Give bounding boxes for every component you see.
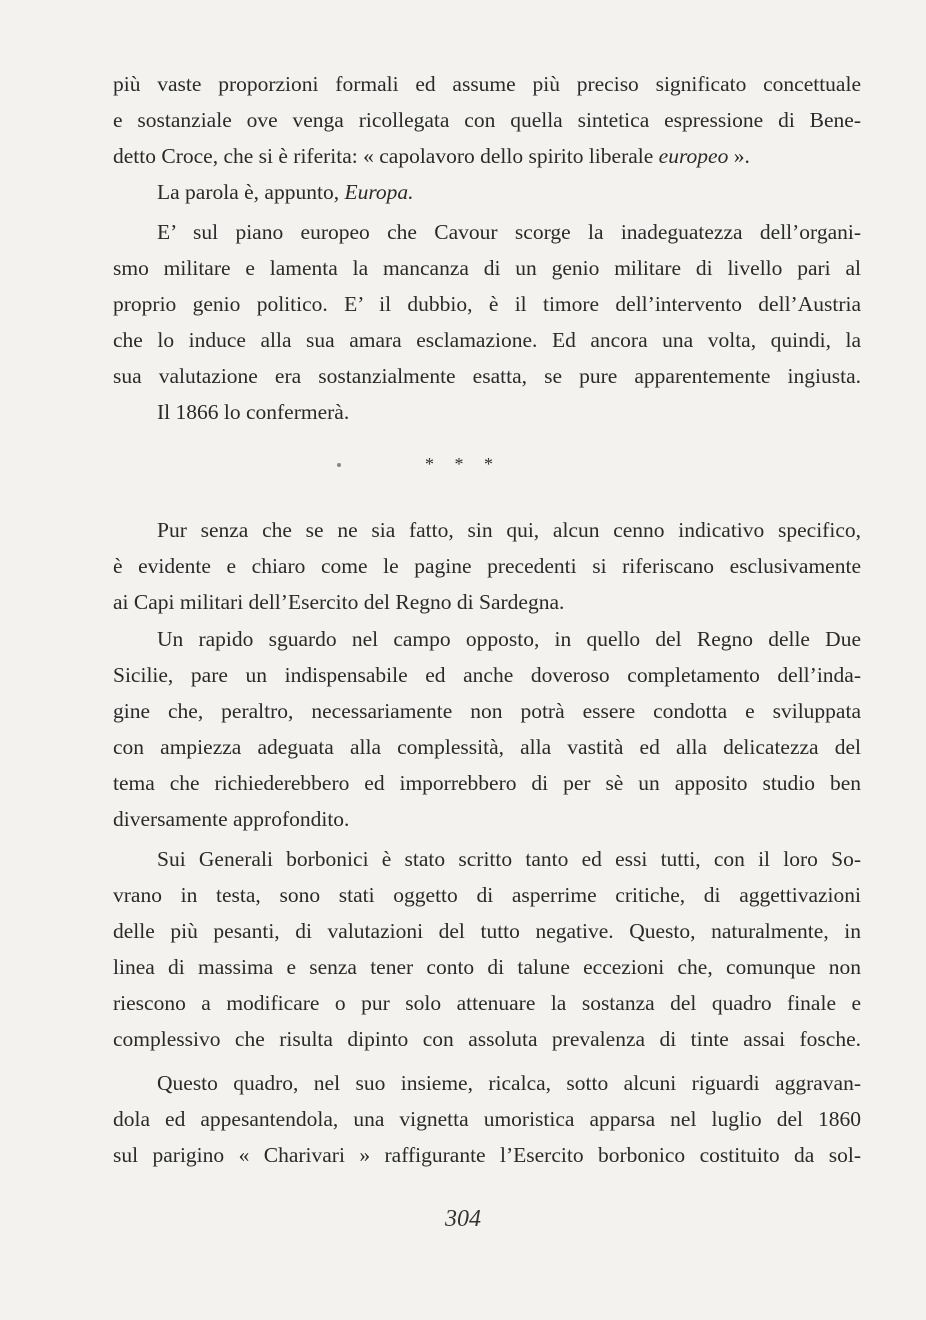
text-line: sul parigino « Charivari » raffigurante l’Esercito borbonico costituito da sol- (113, 1143, 861, 1167)
text-line: che lo induce alla sua amara esclamazione. Ed ancora una volta, quindi, la (113, 328, 861, 352)
text-line: con ampiezza adeguata alla complessità, alla vastità ed alla delicatezza del (113, 735, 861, 759)
text-line: Un rapido sguardo nel campo opposto, in quello del Regno delle Due (157, 627, 861, 651)
paragraph-generali (113, 841, 861, 1057)
text-fragment: ». (728, 144, 750, 168)
paragraph-due-sicilie (113, 621, 861, 837)
italic-word-europa: Europa. (344, 180, 414, 204)
paragraph-continuation (113, 66, 861, 210)
text-line: diversamente approfondito. (113, 807, 350, 831)
text-line: Pur senza che se ne sia fatto, sin qui, alcun cenno indicativo specifico, (157, 518, 861, 542)
text-line: delle più pesanti, di valutazioni del tutto negative. Questo, naturalmente, in (113, 919, 861, 943)
text-line: e sostanziale ove venga ricollegata con quella sintetica espressione di Bene- (113, 108, 861, 132)
text-line: ai Capi militari dell’Esercito del Regno di Sardegna. (113, 590, 565, 614)
text-line: E’ sul piano europeo che Cavour scorge la inadeguatezza dell’organi- (157, 220, 861, 244)
text-line (113, 174, 861, 210)
text-line: vrano in testa, sono stati oggetto di asperrime critiche, di aggettivazioni (113, 883, 861, 907)
text-line: smo militare e lamenta la mancanza di un genio militare di livello pari al (113, 256, 861, 280)
section-separator: * * * (425, 454, 501, 474)
text-line: tema che richiederebbero ed imporrebbero di per sè un apposito studio ben (113, 771, 861, 795)
text-line: più vaste proporzioni formali ed assume più preciso significato concettuale (113, 72, 861, 96)
text-line: sua valutazione era sostanzialmente esatta, se pure apparentemente ingiusta. (113, 364, 861, 388)
text-line (113, 138, 861, 174)
paragraph-intro-borbonici (113, 512, 861, 620)
paragraph-charivari (113, 1065, 861, 1173)
text-fragment: La parola è, appunto, (157, 180, 345, 204)
text-line: Sui Generali borbonici è stato scritto tanto ed essi tutti, con il loro So- (157, 847, 861, 871)
text-line: gine che, peraltro, necessariamente non potrà essere condotta e sviluppata (113, 699, 861, 723)
italic-word-europeo: europeo (658, 144, 729, 168)
text-fragment: detto Croce, che si è riferita: « capolavoro dello spirito liberale (113, 144, 659, 168)
text-line: Il 1866 lo confermerà. (157, 400, 350, 424)
page-number: 304 (445, 1206, 481, 1232)
text-line: linea di massima e senza tener conto di talune eccezioni che, comunque non (113, 955, 861, 979)
text-line: complessivo che risulta dipinto con assoluta prevalenza di tinte assai fosche. (113, 1027, 861, 1051)
text-line: riescono a modificare o pur solo attenuare la sostanza del quadro finale e (113, 991, 861, 1015)
text-line: è evidente e chiaro come le pagine precedenti si riferiscano esclusivamente (113, 554, 861, 578)
text-line: Sicilie, pare un indispensabile ed anche doveroso completamento dell’inda- (113, 663, 861, 687)
text-line: Questo quadro, nel suo insieme, ricalca, sotto alcuni riguardi aggravan- (157, 1071, 861, 1095)
text-line: proprio genio politico. E’ il dubbio, è il timore dell’intervento dell’Austria (113, 292, 861, 316)
text-line: dola ed appesantendola, una vignetta umoristica apparsa nel luglio del 1860 (113, 1107, 861, 1131)
paragraph-cavour (113, 214, 861, 430)
